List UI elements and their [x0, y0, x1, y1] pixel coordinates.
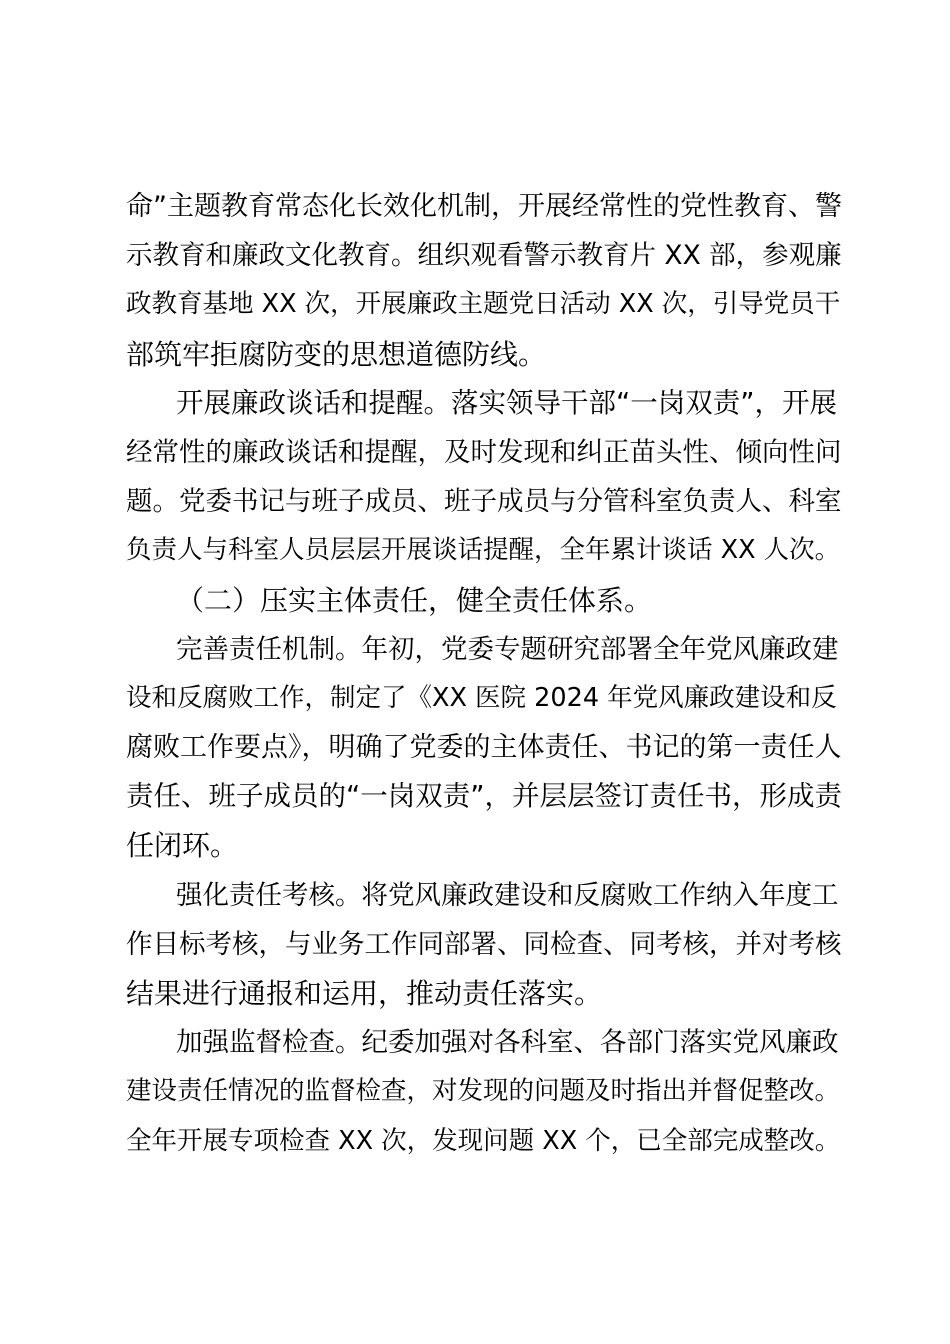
text-line: 示教育和廉政文化教育。组织观看警示教育片 XX 部，参观廉 [126, 240, 842, 272]
text-line: 负责人与科室人员层层开展谈话提醒，全年累计谈话 XX 人次。 [126, 535, 841, 566]
text-line: 命”主题教育常态化长效化机制，开展经常性的党性教育、警 [126, 191, 842, 222]
text-line: 建设责任情况的监督检查，对发现的问题及时指出并督促整改。 [126, 1076, 841, 1107]
text-line: 腐败工作要点》，明确了党委的主体责任、书记的第一责任人 [126, 732, 842, 764]
paragraph-start-line: 开展廉政谈话和提醒。落实领导干部“一岗双责”，开展 [176, 386, 837, 419]
text-line: 责任、班子成员的“一岗双责”，并层层签订责任书，形成责 [126, 780, 842, 813]
paragraph-start-line: 加强监督检查。纪委加强对各科室、各部门落实党风廉政 [176, 1027, 839, 1059]
document-body [126, 182, 842, 1166]
paragraph-start-line: 完善责任机制。年初，党委专题研究部署全年党风廉政建 [176, 633, 839, 665]
text-line: 结果进行通报和运用，推动责任落实。 [126, 977, 603, 1010]
text-line: 作目标考核，与业务工作同部署、同检查、同考核，并对考核 [126, 928, 842, 960]
paragraph-start-line: 强化责任考核。将党风廉政建设和反腐败工作纳入年度工 [176, 879, 839, 911]
section-heading: （二）压实主体责任，健全责任体系。 [176, 583, 653, 617]
text-line: 政教育基地 XX 次，开展廉政主题党日活动 XX 次，引导党员干 [126, 289, 841, 320]
text-line: 任闭环。 [126, 829, 239, 863]
text-line: 题。党委书记与班子成员、班子成员与分管科室负责人、科室 [126, 486, 842, 518]
text-line: 经常性的廉政谈话和提醒，及时发现和纠正苗头性、倾向性问 [126, 436, 842, 468]
text-line: 全年开展专项检查 XX 次，发现问题 XX 个，已全部完成整改。 [126, 1125, 841, 1156]
text-line: 部筑牢拒腐防变的思想道德防线。 [126, 337, 547, 371]
text-line: 设和反腐败工作，制定了《XX 医院 2024 年党风廉政建设和反 [126, 682, 837, 713]
